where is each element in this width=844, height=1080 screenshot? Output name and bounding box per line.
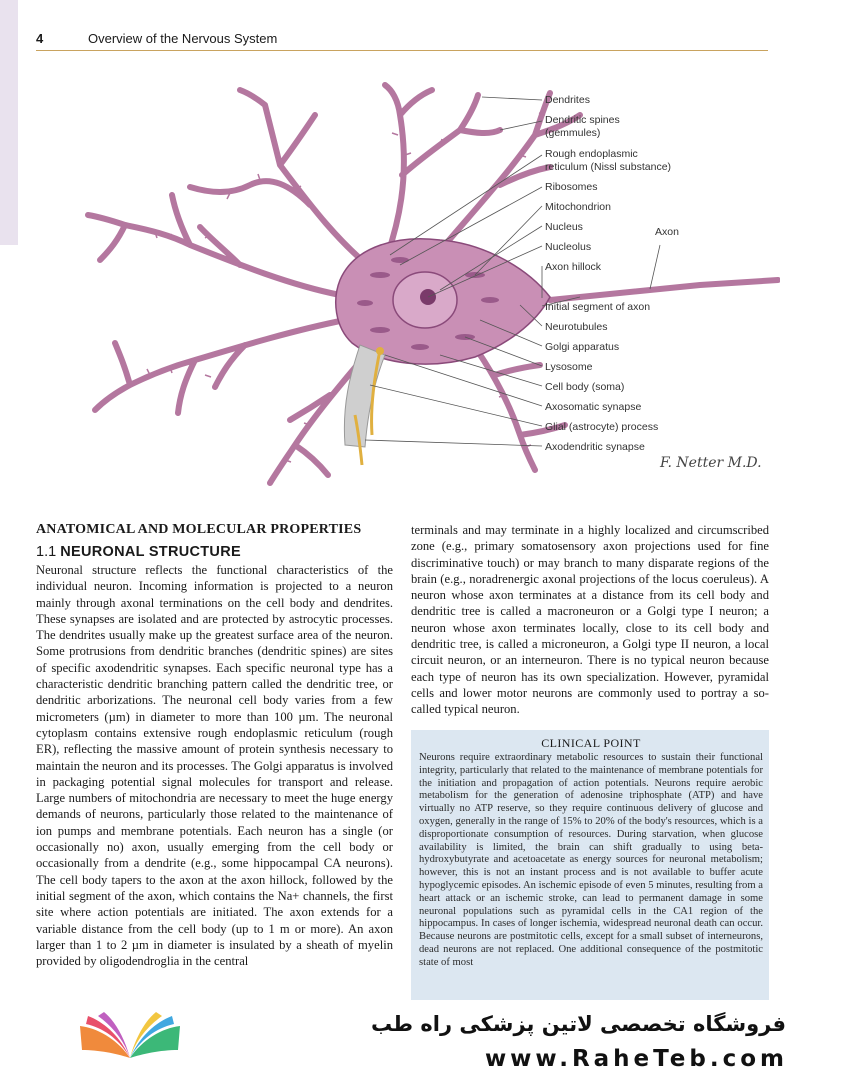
- label-lysosome: Lysosome: [545, 361, 593, 373]
- artist-signature: F. Netter M.D.: [660, 455, 762, 471]
- glial-process: [344, 345, 385, 465]
- left-text-clip: [36, 562, 393, 1034]
- subsection-number: 1.1: [36, 544, 57, 560]
- label-nucleolus: Nucleolus: [545, 241, 592, 253]
- label-ribosomes: Ribosomes: [545, 181, 598, 193]
- neuron-illustration: [80, 75, 780, 495]
- label-axon-hillock: Axon hillock: [545, 261, 602, 273]
- book-logo-icon: [78, 1010, 182, 1062]
- label-dendrites: Dendrites: [545, 94, 590, 106]
- label-golgi: Golgi apparatus: [545, 341, 620, 353]
- right-body-text: terminals and may terminate in a highly localized and circumscribed zone (e.g., primary somatosensory axon projections used for fine discriminative touch) or may branch to many disparate regions of the brain (e.g., noradrenergic axonal projections of the locus coeruleus). A neuron whose axon terminates at a distance from its cell body and dendritic tree is called a macroneuron or a Golgi type I neuron; a neuron whose axon terminates locally, close to its cell body and dendritic tree, is called a microneuron, a Golgi type II neuron, a local circuit neuron, or an interneuron. There is no typical neuron because each type of neuron has its own specialization. However, pyramidal cells and lower motor neurons are commonly used to portray a so-called typical neuron.: [411, 523, 769, 717]
- label-mitochondrion: Mitochondrion: [545, 201, 611, 213]
- label-rough-er: Rough endoplasmic: [545, 148, 638, 160]
- label-axosomatic: Axosomatic synapse: [545, 401, 642, 413]
- clinical-point-text: Neurons require extraordinary metabolic resources to sustain their functional integrity, particularly that related to the maintenance of membrane potentials for the initiation and propagation of action potentials. Neurons require aerobic metabolism for the generation of adenosine triphosphate (ATP) and have virtually no ATP reserve, so they require continuous delivery of glucose and oxygen, generally in the range of 15% to 20% of the body's resources, which is a disproportionate consumption of resources. During starvation, when glucose availability is limited, the brain can shift gradually to using beta-hydroxybutyrate and acetoacetate as energy sources for neuronal metabolism; however, this is not an instant process and is not available to buffer acute hypoglycemic episodes. An ischemic episode of even 5 minutes, resulting from a heart attack or an ischemic stroke, can lead to permanent damage in some neuronal populations such as pyramidal cells in the CA1 region of the hippocampus. In cases of longer ischemia, widespread neuronal death can occur. Because neurons are postmitotic cells, except for a small subset of interneurons, dead neurons are not replaced. One additional consequence of the postmitotic state of most: [419, 752, 763, 968]
- section-heading: ANATOMICAL AND MOLECULAR PROPERTIES: [36, 522, 362, 537]
- store-url: www.RaheTeb.com: [484, 1046, 788, 1072]
- left-column: [36, 522, 393, 1034]
- label-gemmules: (gemmules): [545, 127, 601, 139]
- label-axon: Axon: [655, 226, 679, 238]
- label-dendritic-spines: Dendritic spines: [545, 114, 620, 126]
- clinical-point-title: CLINICAL POINT: [541, 736, 641, 750]
- axon: [550, 280, 778, 300]
- subsection-title: NEURONAL STRUCTURE: [60, 544, 241, 560]
- side-tab: [0, 0, 18, 245]
- label-initial-segment: Initial segment of axon: [545, 301, 651, 313]
- running-head: Overview of the Nervous System: [88, 31, 278, 46]
- page-number: 4: [36, 31, 44, 46]
- label-axodendritic: Axodendritic synapse: [545, 441, 645, 453]
- subsection-heading: [36, 544, 393, 560]
- right-column: [411, 522, 769, 718]
- label-nucleus: Nucleus: [545, 221, 583, 233]
- label-neurotubules: Neurotubules: [545, 321, 608, 333]
- page-header: [36, 28, 768, 51]
- figure-labels: [545, 94, 679, 453]
- label-cell-body: Cell body (soma): [545, 381, 625, 393]
- left-body-text: Neuronal structure reflects the functional characteristics of the individual neuron. Incoming information is projected to a neuron mainly through axonal terminations on the cell body and dendrites. These synapses are isolated and are protected by astrocytic processes. The dendrites usually make up the greatest surface area of the neuron. Some protrusions from dendritic branches (dendritic spines) are sites of specific axodendritic synapses. Each specific neuronal type has a characteristic dendritic branching pattern called the dendritic tree, or dendritic arborizations. The neuronal cell body varies from a few micrometers (µm) in diameter to more than 100 µm. The neuronal cytoplasm contains extensive rough endoplasmic reticulum (rough ER), reflecting the massive amount of protein synthesis necessary to maintain the neuron and its processes. The Golgi apparatus is involved in packaging potential signal molecules for transport and release. Large numbers of mitochondria are necessary to meet the huge energy demands of neurons, particularly those related to the maintenance of ion pumps and membrane potentials. Each neuron has a single (or occasionally no) axon, usually emerging from the cell body or occasionally from a dendrite (e.g., some hippocampal CA neurons). The cell body tapers to the axon at the axon hillock, followed by the initial segment of the axon, which contains the Na+ channels, the first site where action potentials are initiated. The axon extends for a variable distance from the cell body (up to 1 m or more). An axon larger than 1 to 2 µm in diameter is insulated by a sheath of myelin provided by oligodendroglia in the central: [36, 563, 393, 969]
- store-name: فروشگاه تخصصی لاتین پزشکی راه طب: [371, 1012, 786, 1036]
- label-nissl: reticulum (Nissl substance): [545, 161, 672, 173]
- clinical-point-box: [411, 730, 769, 1000]
- label-glial: Glial (astrocyte) process: [545, 421, 659, 433]
